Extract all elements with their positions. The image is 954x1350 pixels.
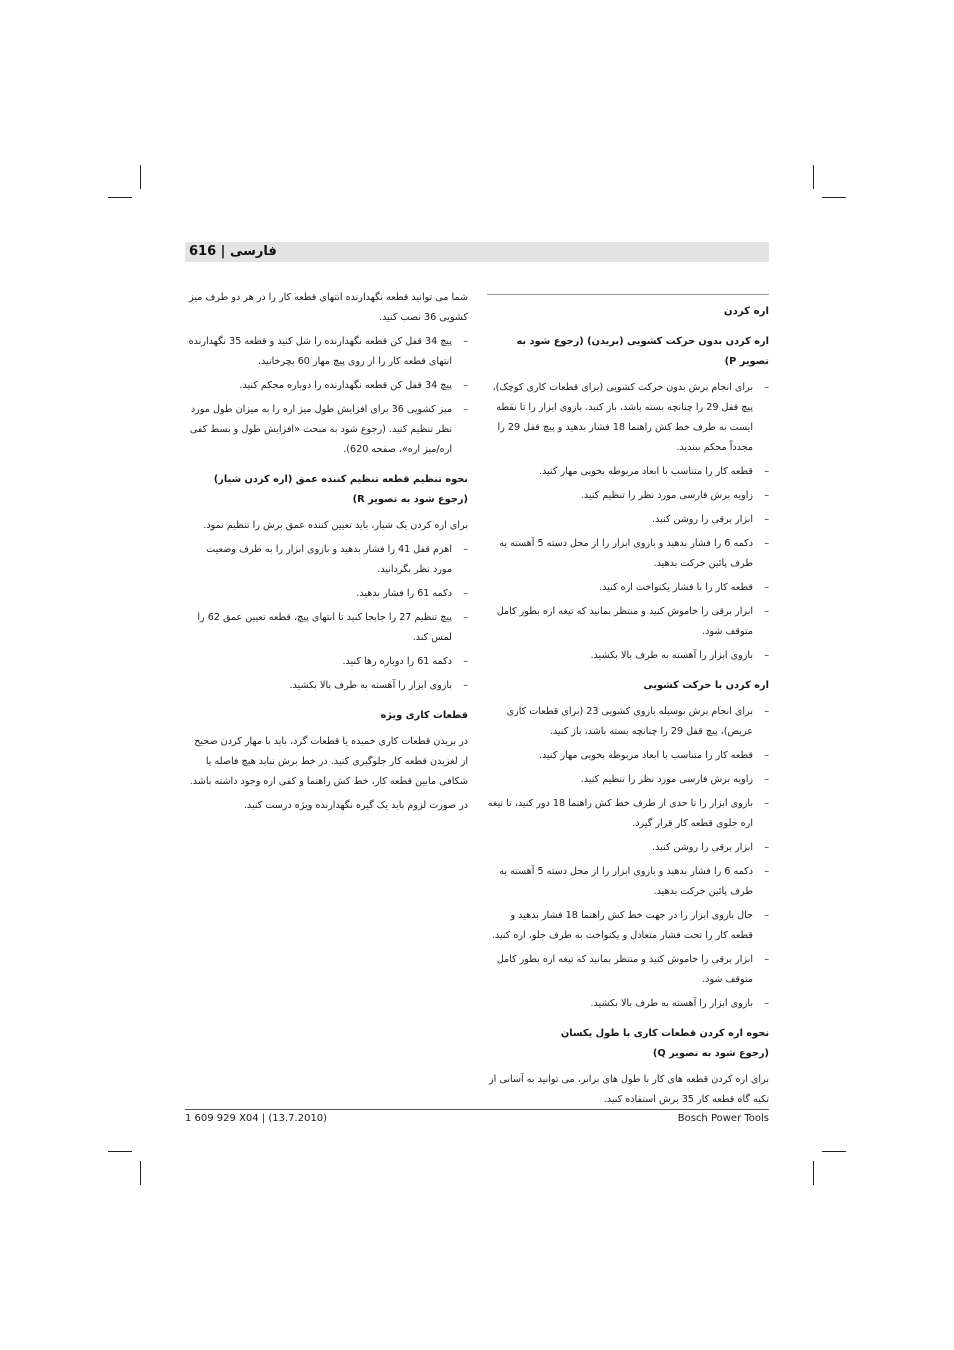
list-item: – زاویه برش فارسی مورد نظر را تنظیم کنید. [487,770,769,790]
list-item: – پیچ تنظیم 27 را جابجا کنید تا انتهای پیچ، قطعه تعیین عمق 62 را لمس کند. [188,608,468,648]
list-item: – ابزار برقی را خاموش کنید و منتظر بمانید که تیغه اره بطور کامل متوقف شود. [487,602,769,642]
paragraph: در بریدن قطعات کاری خمیده یا قطعات گرد، باید با مهار کردن صحیح از لغزیدن قطعه کار جلوگیری کنید. در خط برش نباید هیچ فاصله یا شکافی مابین قطعه کار، خط کش راهنما و کفی اره وجود داشته باشد. [189,736,468,787]
crop-mark [813,1161,814,1185]
subsection-title-q: نحوه اره کردن قطعات کاری با طول یکسان [560,1028,769,1039]
subsection-title-depth-ref: (رجوع شود به تصویر R) [352,494,468,505]
list-item: – پیچ 34 قفل کن قطعه نگهدارنده را شل کنید و قطعه 35 نگهدارنده انتهای قطعه کار را از روی پیچ مهار 60 بچرخانید. [188,332,468,372]
list-item: – بازوی ابزار را تا حدی از طرف خط کش راهنما 18 دور کنید، تا تیغه اره جلوی قطعه کار قرار گیرد. [487,794,769,834]
list-item: – پیچ 34 قفل کن قطعه نگهدارنده را دوباره محکم کنید. [188,376,468,396]
subsection-title-p: اره کردن بدون حرکت کشویی (بریدن) (رجوع شود به تصویر P) [516,336,769,367]
list-item: – بازوی ابزار را آهسته به طرف بالا بکشید. [487,646,769,666]
list-item: – دکمه 6 را فشار بدهید و بازوی ابزار را از محل دسته 5 آهسته به طرف پائین حرکت بدهید. [487,862,769,902]
crop-mark [108,197,132,198]
paragraph: برای اره کردن یک شیار، باید تعیین کننده عمق برش را تنظیم نمود. [203,520,468,531]
subsection-title-depth: نحوه تنظیم قطعه تنظیم کننده عمق (اره کردن شیار) [213,474,468,485]
footer-doc-number: 1 609 929 X04 | (13.7.2010) [185,1113,328,1124]
subsection-title-slide: اره کردن با حرکت کشویی [643,680,769,691]
list-item: – برای انجام برش بوسیله بازوی کشویی 23 (برای قطعات کاری عریض)، پیچ قفل 29 را چنانچه بسته باشد، باز کنید. [487,702,769,742]
crop-mark [140,165,141,189]
list-item: – بازوی ابزار را آهسته به طرف بالا بکشید. [188,676,468,696]
column-top-rule [487,294,769,295]
subsection-title-special: قطعات کاری ویژه [380,710,468,721]
left-column [188,288,468,820]
footer-rule [185,1109,769,1110]
list-item: – میز کشویی 36 برای افزایش طول میز اره را به میزان طول مورد نظر تنظیم کنید. (رجوع شود به مبحث «افزایش طول و بسط کفی اره/میز اره»، صفحه 620). [188,400,468,460]
list-holder [188,332,468,460]
list-item: – قطعه کار را متناسب با ابعاد مربوطه بخوبی مهار کنید. [487,462,769,482]
list-item: – حال بازوی ابزار را در جهت خط کش راهنما 18 فشار بدهید و قطعه کار را تحت فشار متعادل و یکنواخت به طرف جلو، اره کنید. [487,906,769,946]
list-item: – قطعه کار را متناسب با ابعاد مربوطه بخوبی مهار کنید. [487,746,769,766]
crop-mark [813,165,814,189]
crop-mark [108,1151,132,1152]
list-slide [487,702,769,1014]
list-item: – ابزار برقی را خاموش کنید و منتظر بمانید که تیغه اره بطور کامل متوقف شود. [487,950,769,990]
list-item: – بازوی ابزار را آهسته به طرف بالا بکشید. [487,994,769,1014]
list-item: – اهرم قفل 41 را فشار بدهید و بازوی ابزار را به طرف وضعیت مورد نظر بگردانید. [188,540,468,580]
right-column [487,298,769,1114]
crop-mark [822,1151,846,1152]
list-item: – دکمه 61 را فشار بدهید. [188,584,468,604]
crop-mark [822,197,846,198]
section-title: اره کردن [723,306,769,317]
subsection-title-q-ref: (رجوع شود به تصویر Q) [652,1048,769,1059]
footer-brand: Bosch Power Tools [677,1113,769,1124]
list-item: – برای انجام برش بدون حرکت کشویی (برای قطعات کاری کوچک)، پیچ قفل 29 را چنانچه بسته باشد، باز کنید. بازوی ابزار را تا نقطه ایست به طرف خط کش راهنما 18 فشار بدهید و پیچ قفل 29 را مجدداً محکم ببندید. [487,378,769,458]
list-p [487,378,769,666]
crop-mark [140,1161,141,1185]
paragraph: شما می توانید قطعه نگهدارنده انتهای قطعه کار را در هر دو طرف میز کشویی 36 نصب کنید. [189,292,468,323]
paragraph: برای اره کردن قطعه های کار با طول های برابر، می توانید به آسانی از تکیه گاه قطعه کار 35 برش استفاده کنید. [489,1074,769,1105]
list-item: – دکمه 6 را فشار بدهید و بازوی ابزار را از محل دسته 5 آهسته به طرف پائین حرکت بدهید. [487,534,769,574]
page-header-title: فارسی | 616 [189,244,277,259]
list-item: – دکمه 61 را دوباره رها کنید. [188,652,468,672]
list-item: – زاویه برش فارسی مورد نظر را تنظیم کنید. [487,486,769,506]
list-depth [188,540,468,696]
list-item: – ابزار برقی را روشن کنید. [487,510,769,530]
list-item: – قطعه کار را با فشار یکنواخت اره کنید. [487,578,769,598]
paragraph: در صورت لزوم باید یک گیره نگهدارنده ویژه درست کنید. [243,800,468,811]
list-item: – ابزار برقی را روشن کنید. [487,838,769,858]
